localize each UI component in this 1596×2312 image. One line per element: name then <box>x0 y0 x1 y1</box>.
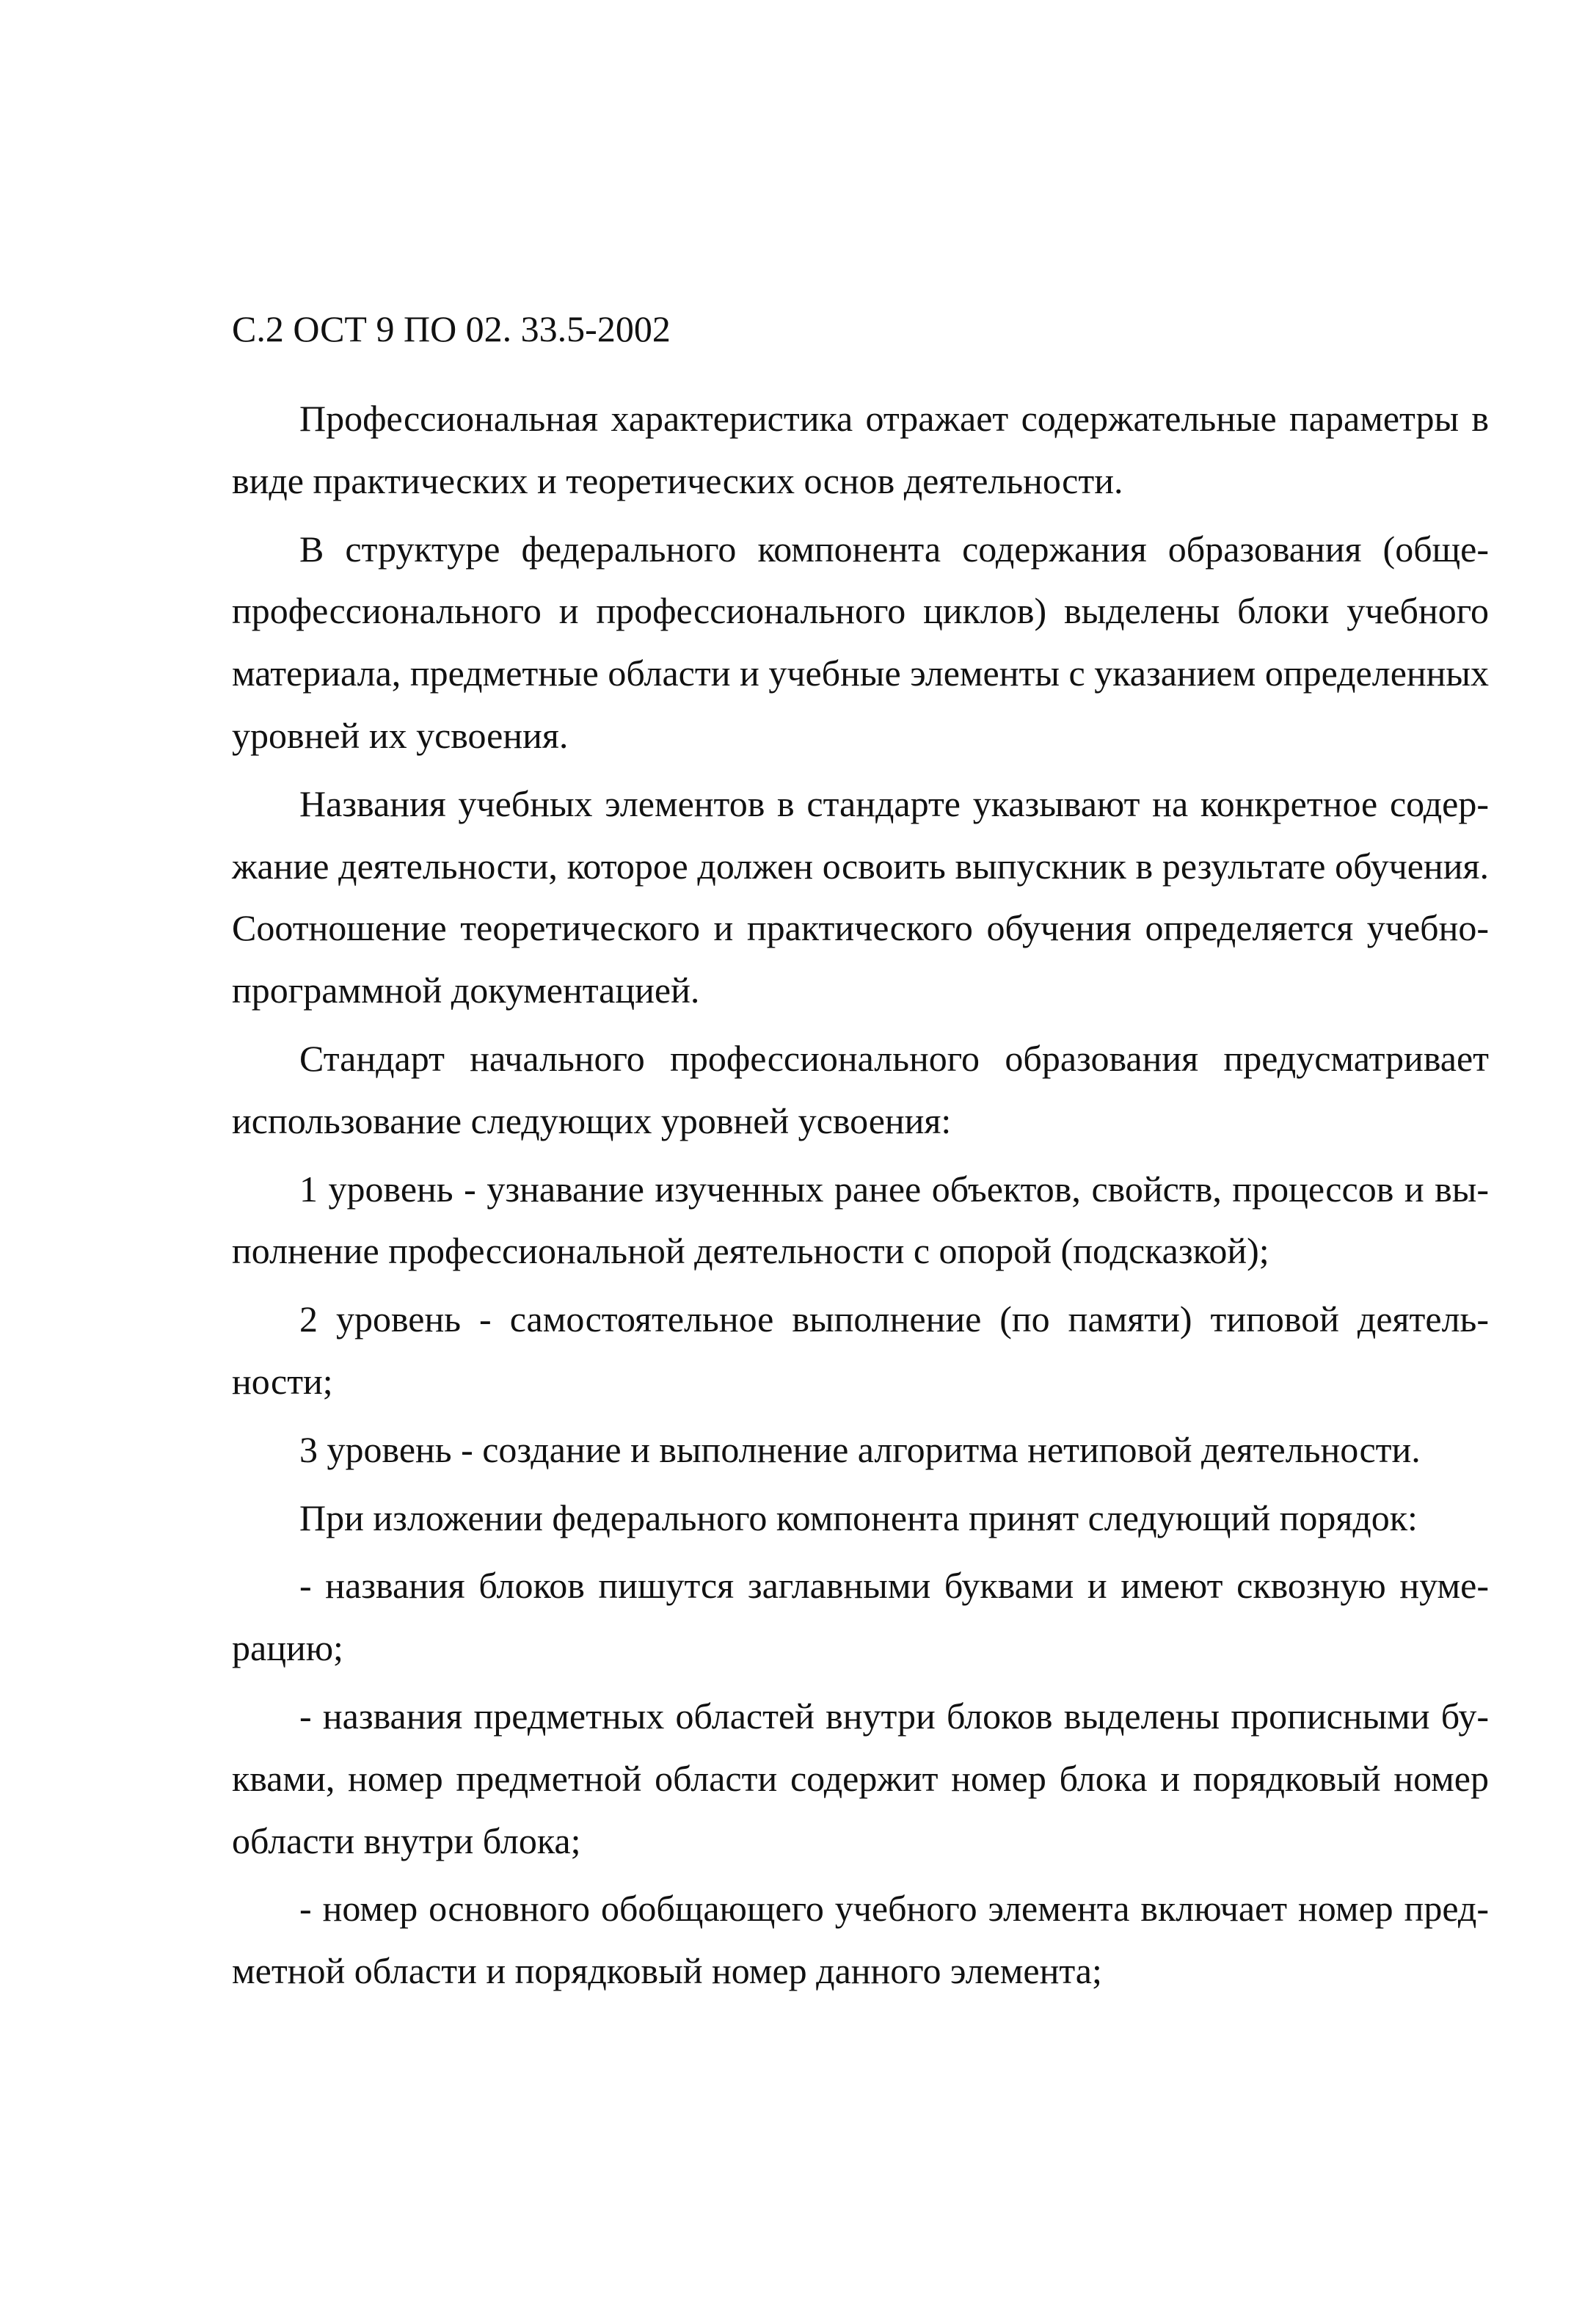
paragraph-presentation-order: При изложении федерального компонента принят следующий порядок: <box>299 1497 1418 1538</box>
paragraph-level-3: 3 уровень - создание и выполнение алгоритма нетиповой деятельности. <box>299 1428 1421 1470</box>
paragraph-level-1: 1 уровень - узнавание изученных ранее объектов, свойств, процессов и выполнение профессиональной деятельности с опорой (подсказкой); <box>232 1168 1489 1272</box>
body-text <box>232 388 1489 2002</box>
paragraph-educational-elements: Названия учебных элементов в стандарте указывают на конкретное содержание деятельности, которое должен освоить выпускник в результате обучения. Соотношение теоретического и практического обучения определяется учебно-программной документацией. <box>232 782 1489 1011</box>
paragraph-professional-characteristic: Профессиональная характеристика отражает содержательные параметры в виде практических и теоретических основ деятельности. <box>232 398 1489 501</box>
paragraph-mastery-levels-intro: Стандарт начального профессионального образования предусматривает использование следующих уровней усвоения: <box>232 1037 1489 1141</box>
paragraph-element-numbering: - номер основного обобщающего учебного элемента включает номер предметной области и порядковый номер данного элемента; <box>232 1888 1489 1992</box>
paragraph-federal-component-structure: В структуре федерального компонента содержания образования (общепрофессионального и профессионального циклов) выделены блоки учебного материала, предметные области и учебные элементы с указанием определенных уровней их усвоения. <box>232 528 1489 756</box>
page-header: С.2 ОСТ 9 ПО 02. 33.5-2002 <box>232 308 671 349</box>
paragraph-level-2: 2 уровень - самостоятельное выполнение (по памяти) типовой деятельности; <box>232 1298 1489 1402</box>
paragraph-block-names: - названия блоков пишутся заглавными буквами и имеют сквозную нумерацию; <box>232 1565 1489 1669</box>
paragraph-subject-area-names: - названия предметных областей внутри блоков выделены прописными буквами, номер предметной области содержит номер блока и порядковый номер области внутри блока; <box>232 1695 1489 1861</box>
